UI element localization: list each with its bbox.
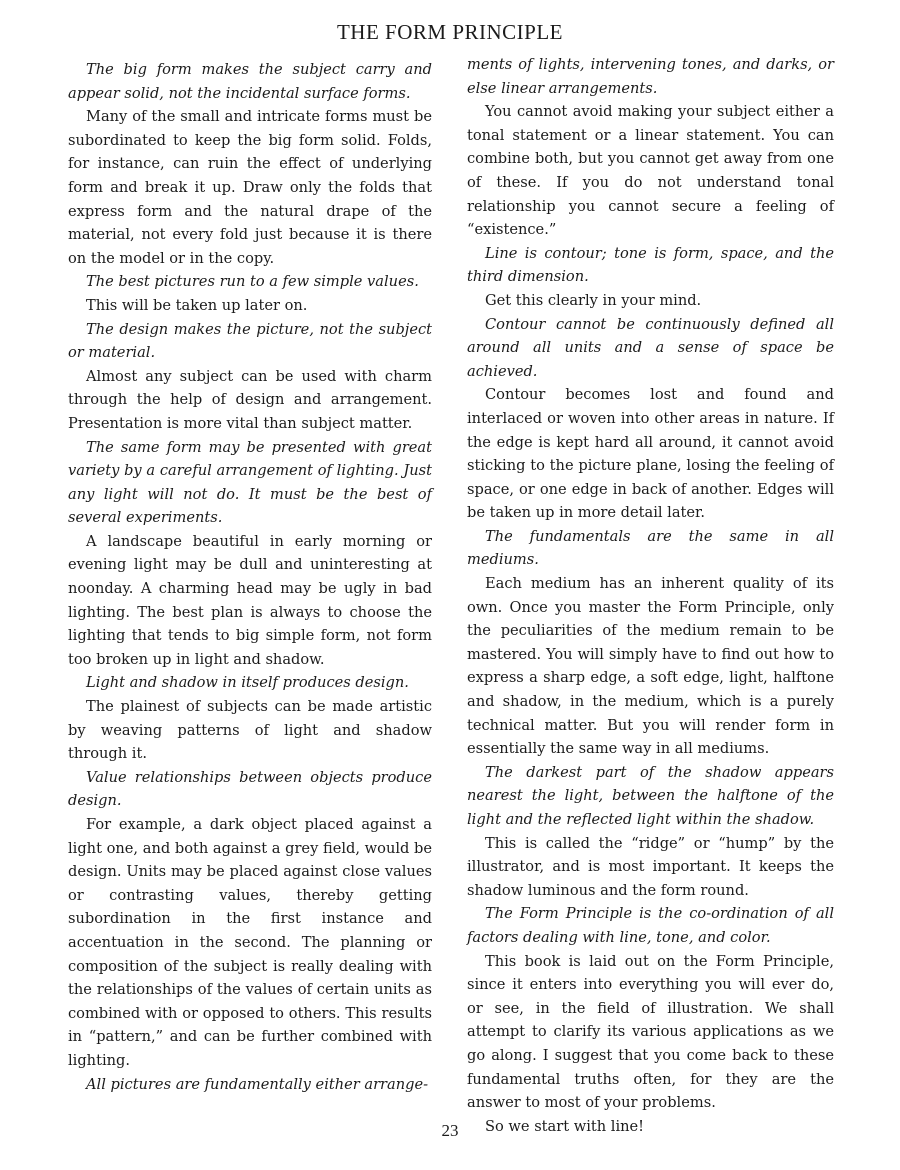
paragraph: A landscape beautiful in early morning or evening light may be dull and uninteresting at noonday. A charming head may be ugly in bad lighting. The best plan is always to choose the lighting that tends to big simple form, not form too broken up in light and shadow. xyxy=(68,532,432,668)
paragraph: Contour becomes lost and found and interlaced or woven into other areas in nature. If the edge is kept hard all around, it cannot avoid sticking to the picture plane, losing the feeling of space, or one edge in back of another. Edges will be taken up in more detail later. xyxy=(467,386,834,522)
paragraph: Almost any subject can be used with charm through the help of design and arrangement. Presentation is more vital than subject matter. xyxy=(68,367,432,432)
page-number: 23 xyxy=(441,1121,459,1140)
paragraph: You cannot avoid making your subject either a tonal statement or a linear statement. You can combine both, but you cannot get away from one of these. If you do not understand tonal relationship you cannot secure a feeling of “existence.” xyxy=(467,103,834,239)
paragraph: Line is contour; tone is form, space, and the third dimension. xyxy=(467,244,834,286)
page-title: THE FORM PRINCIPLE xyxy=(336,20,564,44)
paragraph: The plainest of subjects can be made artistic by weaving patterns of light and shadow through it. xyxy=(68,698,432,763)
paragraph: This book is laid out on the Form Principle, since it enters into everything you will ever do, or see, in the field of illustration. We shall attempt to clarify its various applications as we go along. I suggest that you come back to these fundamental truths often, for they are the answer to most of your problems. xyxy=(467,952,834,1112)
paragraph: The darkest part of the shadow appears nearest the light, between the halftone of the light and the reflected light within the shadow. xyxy=(467,763,834,828)
paragraph: ments of lights, intervening tones, and darks, or else linear arrangements. xyxy=(467,56,834,97)
paragraph: Value relationships between objects produce design. xyxy=(68,768,432,810)
paragraph: Contour cannot be continuously defined all around all units and a sense of space be achieved. xyxy=(467,315,834,380)
paragraph: The best pictures run to a few simple values. xyxy=(86,273,419,291)
paragraph: The design makes the picture, not the subject or material. xyxy=(68,320,432,362)
paragraph: All pictures are fundamentally either arrange- xyxy=(86,1075,429,1093)
left-column xyxy=(68,58,432,1096)
paragraph: The Form Principle is the co-ordination of all factors dealing with line, tone, and color. xyxy=(467,905,834,946)
paragraph: So we start with line! xyxy=(485,1117,645,1135)
paragraph: Get this clearly in your mind. xyxy=(485,291,702,309)
paragraph: Many of the small and intricate forms must be subordinated to keep the big form solid. Folds, for instance, can ruin the effect of underlying form and break it up. Draw only the folds that express form and the natural drape of the material, not every fold just because it is there on the model or in the copy. xyxy=(68,108,432,267)
paragraph: This will be taken up later on. xyxy=(86,296,308,314)
paragraph: For example, a dark object placed against a light one, and both against a grey field, would be design. Units may be placed against close values or contrasting values, thereby getting subordination in the first instance and accentuation in the second. The planning or composition of the subject is really dealing with the relationships of the values of certain units as combined with or opposed to others. This results in “pattern,” and can be further combined with lighting. xyxy=(68,816,432,1069)
paragraph: The big form makes the subject carry and appear solid, not the incidental surface forms. xyxy=(68,61,432,102)
paragraph: Light and shadow in itself produces design. xyxy=(86,674,409,692)
paragraph: The same form may be presented with great variety by a careful arrangement of lighting. Just any light will not do. It must be the best of several experiments. xyxy=(68,438,432,527)
right-column xyxy=(467,53,834,1138)
paragraph: Each medium has an inherent quality of its own. Once you master the Form Principle, only the peculiarities of the medium remain to be mastered. You will simply have to find out how to express a sharp edge, a soft edge, light, halftone and shadow, in the medium, which is a purely technical matter. But you will render form in essentially the same way in all mediums. xyxy=(467,575,834,758)
paragraph: The fundamentals are the same in all mediums. xyxy=(467,527,834,569)
paragraph: This is called the “ridge” or “hump” by the illustrator, and is most important. It keeps the shadow luminous and the form round. xyxy=(467,834,834,899)
